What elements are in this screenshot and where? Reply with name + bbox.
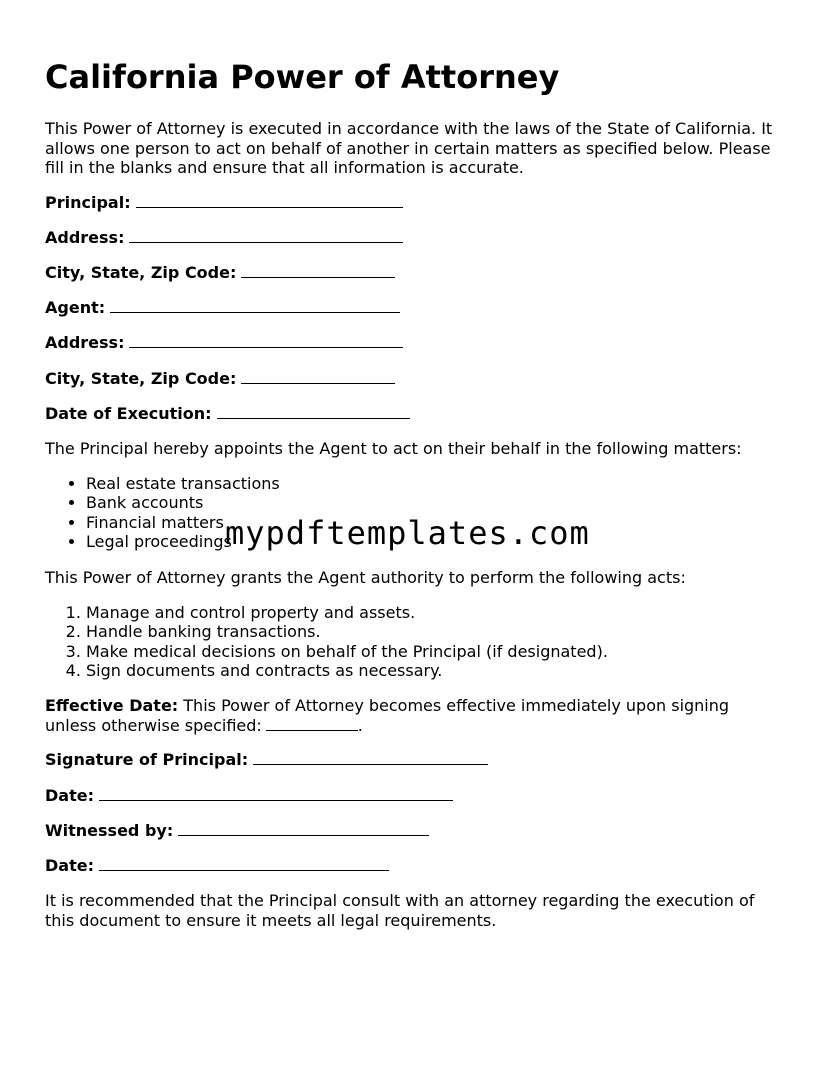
list-item: 3. Make medical decisions on behalf of the Principal (if designated). [86, 642, 608, 661]
list-item: 1. Manage and control property and assets. [86, 603, 608, 622]
agent-city-label: City, State, Zip Code: [45, 369, 237, 388]
agent-blank[interactable] [110, 298, 400, 313]
date-field-1 [45, 786, 453, 806]
principal-city-field [45, 263, 395, 283]
principal-signature-label: Signature of Principal: [45, 750, 249, 769]
closing-paragraph: It is recommended that the Principal consult with an attorney regarding the execution of this document to ensure it meets all legal requirements. [45, 891, 755, 930]
appoints-paragraph: The Principal hereby appoints the Agent to act on their behalf in the following matters: [45, 439, 742, 458]
list-item: • Legal proceedings [86, 532, 280, 551]
agent-label: Agent: [45, 298, 106, 317]
principal-field [45, 193, 403, 213]
list-item: 2. Handle banking transactions. [86, 622, 608, 641]
effective-date-text: This Power of Attorney becomes effective immediately upon signing unless otherwise specified: [45, 696, 730, 735]
principal-address-field [45, 228, 403, 248]
watermark-text: mypdftemplates.com [225, 514, 590, 552]
date-blank-1[interactable] [99, 786, 453, 801]
principal-label: Principal: [45, 193, 131, 212]
date-of-execution-field [45, 404, 410, 424]
effective-date-period: . [357, 715, 363, 735]
acts-intro-paragraph: This Power of Attorney grants the Agent authority to perform the following acts: [45, 568, 686, 587]
agent-address-blank[interactable] [129, 333, 403, 348]
principal-address-blank[interactable] [129, 228, 403, 243]
witnessed-by-blank[interactable] [178, 821, 429, 836]
date-of-execution-label: Date of Execution: [45, 404, 212, 423]
date-blank-2[interactable] [99, 856, 389, 871]
acts-list [45, 603, 608, 680]
list-item: • Financial matters [86, 513, 280, 532]
principal-city-blank[interactable] [241, 263, 395, 278]
effective-date-label: Effective Date: [45, 696, 179, 715]
date-field-2 [45, 856, 389, 876]
agent-address-field [45, 333, 403, 353]
effective-date-paragraph [45, 696, 785, 735]
list-item: 4. Sign documents and contracts as necessary. [86, 661, 608, 680]
list-item: • Real estate transactions [86, 474, 280, 493]
agent-city-field [45, 369, 395, 389]
date-of-execution-blank[interactable] [217, 404, 410, 419]
date-label-2: Date: [45, 856, 94, 875]
principal-address-label: Address: [45, 228, 125, 247]
intro-paragraph: This Power of Attorney is executed in accordance with the laws of the State of California. It allows one person to act on behalf of another in certain matters as specified below. Please fill in the blanks and ensure that all information is accurate. [45, 119, 773, 177]
witnessed-by-field [45, 821, 429, 841]
agent-field [45, 298, 400, 318]
effective-date-blank[interactable] [266, 716, 358, 731]
agent-city-blank[interactable] [241, 369, 395, 384]
date-label-1: Date: [45, 786, 94, 805]
principal-signature-field [45, 750, 488, 770]
witnessed-by-label: Witnessed by: [45, 821, 174, 840]
principal-city-label: City, State, Zip Code: [45, 263, 237, 282]
document-title: California Power of Attorney [45, 58, 560, 96]
list-item: • Bank accounts [86, 493, 280, 512]
agent-address-label: Address: [45, 333, 125, 352]
principal-blank[interactable] [136, 193, 403, 208]
principal-signature-blank[interactable] [253, 750, 488, 765]
